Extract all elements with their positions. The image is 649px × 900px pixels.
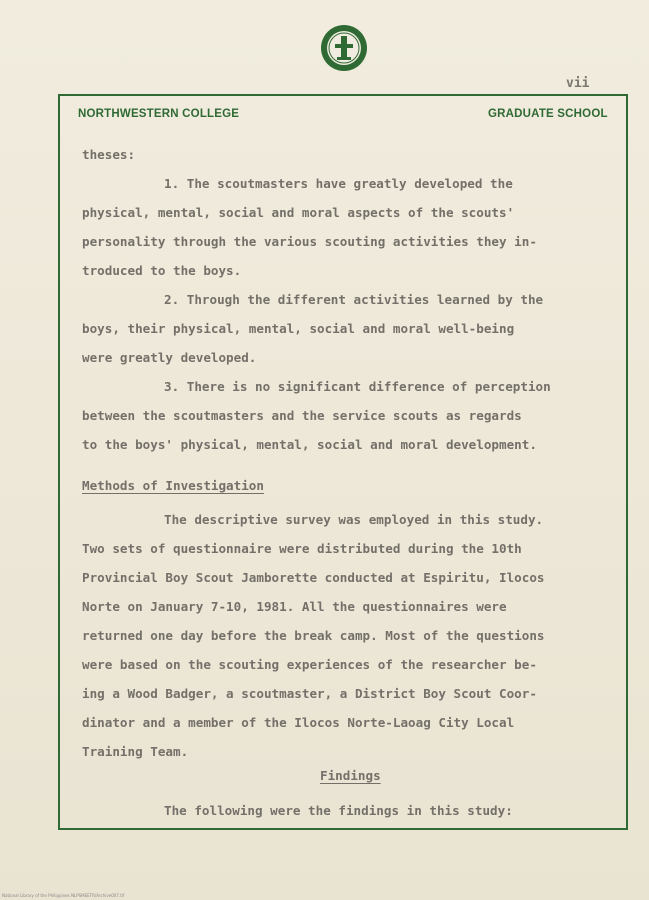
page-number: vii <box>566 76 590 91</box>
methods-line-2: Two sets of questionnaire were distributed during the 10th <box>82 541 522 556</box>
methods-line-1: The descriptive survey was employed in this study. <box>164 512 544 527</box>
methods-line-6: were based on the scouting experiences of the researcher be- <box>82 657 537 672</box>
header-school-name: GRADUATE SCHOOL <box>488 108 608 120</box>
hypothesis-3-line-1: 3. There is no significant difference of perception <box>164 379 551 394</box>
methods-heading: Methods of Investigation <box>82 478 264 493</box>
methods-line-5: returned one day before the break camp. Most of the questions <box>82 628 545 643</box>
methods-line-3: Provincial Boy Scout Jamborette conducted at Espiritu, Ilocos <box>82 570 545 585</box>
intro-line: theses: <box>82 147 136 162</box>
findings-heading: Findings <box>320 768 381 783</box>
hypothesis-2-line-1: 2. Through the different activities learned by the <box>164 292 544 307</box>
hypothesis-2-line-2: boys, their physical, mental, social and moral well-being <box>82 321 515 336</box>
hypothesis-3-line-2: between the scoutmasters and the service scouts as regards <box>82 408 522 423</box>
findings-line-1: The following were the findings in this study: <box>164 803 513 818</box>
methods-line-4: Norte on January 7-10, 1981. All the questionnaires were <box>82 599 507 614</box>
archive-footer: National Library of the Philippines NLPSMEETR/Archive007.tif <box>2 893 125 898</box>
methods-line-7: ing a Wood Badger, a scoutmaster, a District Boy Scout Coor- <box>82 686 537 701</box>
hypothesis-2-line-3: were greatly developed. <box>82 350 257 365</box>
hypothesis-1-line-2: physical, mental, social and moral aspects of the scouts' <box>82 205 515 220</box>
hypothesis-1-line-3: personality through the various scouting activities they in- <box>82 234 537 249</box>
hypothesis-1-line-4: troduced to the boys. <box>82 263 242 278</box>
hypothesis-3-line-3: to the boys' physical, mental, social and moral development. <box>82 437 537 452</box>
header-college-name: NORTHWESTERN COLLEGE <box>78 108 240 120</box>
methods-line-9: Training Team. <box>82 744 189 759</box>
college-seal-icon <box>320 24 368 72</box>
methods-line-8: dinator and a member of the Ilocos Norte-Laoag City Local <box>82 715 515 730</box>
hypothesis-1-line-1: 1. The scoutmasters have greatly developed the <box>164 176 513 191</box>
